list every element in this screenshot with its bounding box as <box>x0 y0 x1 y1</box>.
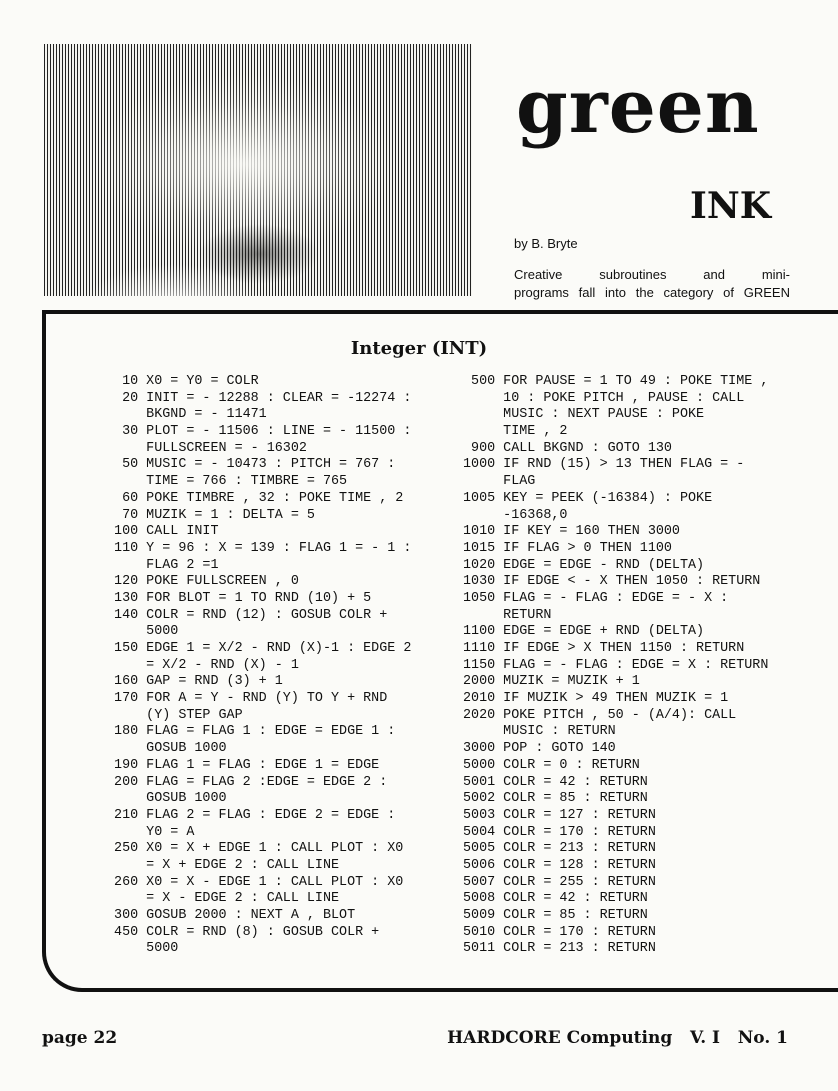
code-line: 1015 IF FLAG > 0 THEN 1100 <box>463 540 672 556</box>
publication-name: HARDCORE Computing V. I No. 1 <box>447 1028 788 1048</box>
code-line: 250 X0 = X + EDGE 1 : CALL PLOT : X0 <box>106 841 404 857</box>
code-line: Y0 = A <box>106 824 195 840</box>
code-line: 5000 <box>106 624 179 640</box>
code-line: 50 MUSIC = - 10473 : PITCH = 767 : <box>106 457 396 473</box>
header-illustration <box>44 44 472 296</box>
code-line: 120 POKE FULLSCREEN , 0 <box>106 574 299 590</box>
code-line: 1110 IF EDGE > X THEN 1150 : RETURN <box>463 641 745 656</box>
code-line: FLAG 2 =1 <box>106 557 219 573</box>
code-line: 5004 COLR = 170 : RETURN <box>463 824 656 840</box>
code-line: = X - EDGE 2 : CALL LINE <box>106 891 340 907</box>
code-line: 1005 KEY = PEEK (-16384) : POKE <box>463 490 713 506</box>
code-line: 140 COLR = RND (12) : GOSUB COLR + <box>106 607 388 623</box>
code-line: 150 EDGE 1 = X/2 - RND (X)-1 : EDGE 2 <box>106 641 412 656</box>
code-line: 160 GAP = RND (3) + 1 <box>106 674 283 690</box>
code-line: 500 FOR PAUSE = 1 TO 49 : POKE TIME , <box>463 374 769 389</box>
article-title: green <box>516 64 760 150</box>
code-line: 1000 IF RND (15) > 13 THEN FLAG = - <box>463 457 745 473</box>
code-line: 5003 COLR = 127 : RETURN <box>463 807 656 823</box>
code-line: 5006 COLR = 128 : RETURN <box>463 857 656 873</box>
code-line: 20 INIT = - 12288 : CLEAR = -12274 : <box>106 390 412 406</box>
code-line: 110 Y = 96 : X = 139 : FLAG 1 = - 1 : <box>106 540 412 556</box>
code-line: -16368,0 <box>463 507 568 523</box>
code-line: 5009 COLR = 85 : RETURN <box>463 908 648 923</box>
code-line: MUSIC : RETURN <box>463 724 616 740</box>
code-line: RETURN <box>463 607 552 623</box>
code-line: 130 FOR BLOT = 1 TO RND (10) + 5 <box>106 590 372 606</box>
code-line: 30 PLOT = - 11506 : LINE = - 11500 : <box>106 424 412 440</box>
code-line: 5000 COLR = 0 : RETURN <box>463 757 640 773</box>
code-line: 1100 EDGE = EDGE + RND (DELTA) <box>463 624 705 640</box>
code-line: 10 X0 = Y0 = COLR <box>106 374 259 389</box>
code-column-left <box>106 374 411 958</box>
code-line: 260 X0 = X - EDGE 1 : CALL PLOT : X0 <box>106 874 404 890</box>
code-line: 210 FLAG 2 = FLAG : EDGE 2 = EDGE : <box>106 807 396 823</box>
code-line: 5008 COLR = 42 : RETURN <box>463 891 648 907</box>
intro-text <box>514 266 790 302</box>
code-line: GOSUB 1000 <box>106 741 227 757</box>
code-line: 190 FLAG 1 = FLAG : EDGE 1 = EDGE <box>106 757 380 773</box>
code-line: 5000 <box>106 941 179 957</box>
code-line: 900 CALL BKGND : GOTO 130 <box>463 440 672 456</box>
code-line: 170 FOR A = Y - RND (Y) TO Y + RND <box>106 691 388 707</box>
code-line: (Y) STEP GAP <box>106 707 243 723</box>
intro-line: programs fall into the category of GREEN <box>514 285 790 300</box>
code-line: 5007 COLR = 255 : RETURN <box>463 874 656 890</box>
code-line: 1050 FLAG = - FLAG : EDGE = - X : <box>463 590 729 606</box>
code-line: = X + EDGE 2 : CALL LINE <box>106 857 340 873</box>
code-line: 5010 COLR = 170 : RETURN <box>463 924 656 940</box>
article-subtitle: INK <box>690 185 772 227</box>
code-line: 2020 POKE PITCH , 50 - (A/4): CALL <box>463 707 737 723</box>
code-line: FLAG <box>463 474 536 490</box>
code-line: = X/2 - RND (X) - 1 <box>106 657 299 673</box>
code-line: MUSIC : NEXT PAUSE : POKE <box>463 407 705 423</box>
intro-line: Creative subroutines and mini- <box>514 267 790 282</box>
code-line: 2010 IF MUZIK > 49 THEN MUZIK = 1 <box>463 691 729 707</box>
code-line: 300 GOSUB 2000 : NEXT A , BLOT <box>106 908 356 923</box>
code-line: 5001 COLR = 42 : RETURN <box>463 774 648 790</box>
code-line: TIME , 2 <box>463 424 568 440</box>
illustration-shadow <box>44 44 472 296</box>
code-line: GOSUB 1000 <box>106 791 227 807</box>
code-line: 2000 MUZIK = MUZIK + 1 <box>463 674 640 690</box>
code-line: 1020 EDGE = EDGE - RND (DELTA) <box>463 557 705 573</box>
listing-title: Integer (INT) <box>350 338 488 359</box>
code-line: 5005 COLR = 213 : RETURN <box>463 841 656 857</box>
code-line: 5002 COLR = 85 : RETURN <box>463 791 648 807</box>
code-line: 450 COLR = RND (8) : GOSUB COLR + <box>106 924 380 940</box>
code-line: TIME = 766 : TIMBRE = 765 <box>106 474 348 490</box>
code-line: 3000 POP : GOTO 140 <box>463 741 616 757</box>
code-column-right <box>463 374 768 958</box>
code-line: FULLSCREEN = - 16302 <box>106 440 307 456</box>
code-line: 100 CALL INIT <box>106 524 219 540</box>
code-line: 10 : POKE PITCH , PAUSE : CALL <box>463 390 745 406</box>
code-line: 180 FLAG = FLAG 1 : EDGE = EDGE 1 : <box>106 724 396 740</box>
code-line: 1150 FLAG = - FLAG : EDGE = X : RETURN <box>463 657 769 673</box>
byline: by B. Bryte <box>514 236 578 251</box>
code-line: 5011 COLR = 213 : RETURN <box>463 941 656 957</box>
code-line: 200 FLAG = FLAG 2 :EDGE = EDGE 2 : <box>106 774 388 790</box>
code-line: BKGND = - 11471 <box>106 407 267 423</box>
code-line: 1010 IF KEY = 160 THEN 3000 <box>463 524 680 540</box>
code-line: 70 MUZIK = 1 : DELTA = 5 <box>106 507 315 523</box>
page-number: page 22 <box>42 1028 118 1048</box>
code-line: 1030 IF EDGE < - X THEN 1050 : RETURN <box>463 574 761 590</box>
code-line: 60 POKE TIMBRE , 32 : POKE TIME , 2 <box>106 490 404 506</box>
